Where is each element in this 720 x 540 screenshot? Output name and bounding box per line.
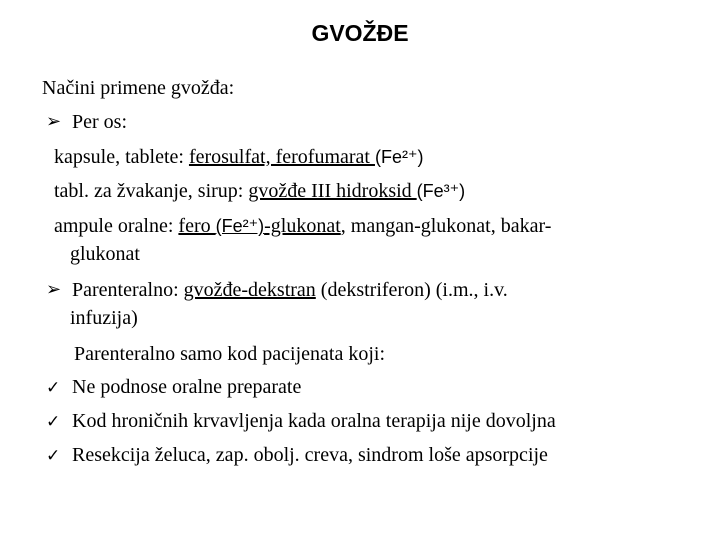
ampules-suffix: , mangan-glukonat, bakar- bbox=[340, 215, 552, 237]
syrup-chem: (Fe³⁺) bbox=[416, 181, 466, 201]
parenteral-line bbox=[72, 278, 508, 302]
arrow-bullet-icon: ➢ bbox=[46, 279, 62, 300]
intro-text: Načini primene gvožđa: bbox=[42, 77, 235, 99]
check-bullet-icon: ✓ bbox=[46, 378, 61, 398]
per-os-label: Per os: bbox=[72, 111, 127, 133]
condition-item: Kod hroničnih krvavljenja kada oralna terapija nije dovoljna bbox=[72, 410, 556, 432]
parenteral-suffix: (dekstriferon) (i.m., i.v. bbox=[315, 279, 508, 301]
capsules-chem: (Fe²⁺) bbox=[374, 147, 424, 167]
parenteral-continuation: infuzija) bbox=[70, 307, 138, 329]
capsules-line bbox=[54, 145, 423, 169]
ampules-continuation: glukonat bbox=[70, 243, 140, 265]
ampules-prefix: ampule oralne: bbox=[54, 215, 179, 237]
parenteral-label: Parenteralno: bbox=[72, 279, 184, 301]
parenteral-link[interactable]: gvožđe-dekstran bbox=[183, 279, 316, 301]
ampules-link-b[interactable]: -glukonat bbox=[264, 215, 341, 237]
ampules-chem[interactable]: (Fe²⁺) bbox=[215, 216, 265, 236]
ampules-line bbox=[54, 214, 551, 238]
parenteral-only-text: Parenteralno samo kod pacijenata koji: bbox=[74, 343, 386, 365]
syrup-line bbox=[54, 179, 465, 203]
syrup-link[interactable]: gvožđe III hidroksid bbox=[248, 180, 417, 202]
condition-item: Ne podnose oralne preparate bbox=[72, 376, 302, 398]
arrow-bullet-icon: ➢ bbox=[46, 111, 62, 132]
capsules-prefix: kapsule, tablete: bbox=[54, 146, 189, 168]
syrup-prefix: tabl. za žvakanje, sirup: bbox=[54, 180, 249, 202]
check-bullet-icon: ✓ bbox=[46, 412, 61, 432]
condition-item: Resekcija želuca, zap. obolj. creva, sindrom loše apsorpcije bbox=[72, 444, 548, 466]
check-bullet-icon: ✓ bbox=[46, 446, 61, 466]
capsules-link[interactable]: ferosulfat, ferofumarat bbox=[188, 146, 375, 168]
slide-title: GVOŽĐE bbox=[311, 20, 409, 46]
ampules-link-a[interactable]: fero bbox=[178, 215, 216, 237]
